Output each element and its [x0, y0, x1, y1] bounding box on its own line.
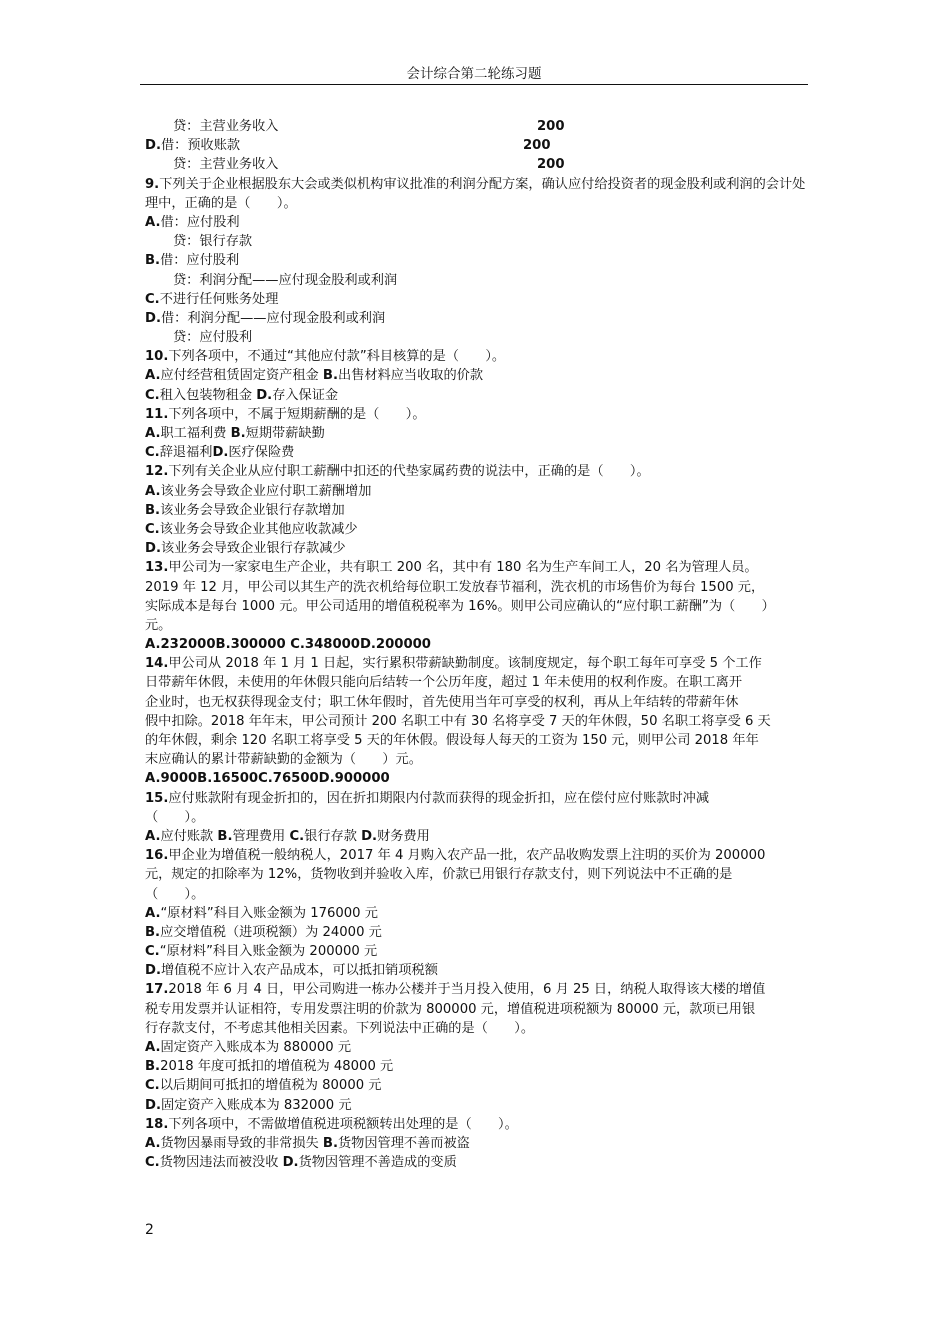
q10-a-label: A.	[145, 368, 161, 384]
q12-d-label: D.	[145, 541, 161, 557]
q9-d-label: D.	[145, 310, 161, 326]
q17-option-a	[145, 1038, 810, 1057]
q11-d-label: D.	[212, 445, 229, 461]
q8-d-debit-text: 借：预收账款	[160, 138, 241, 154]
q18-stem	[145, 1115, 810, 1134]
q17-b-label: B.	[145, 1059, 161, 1075]
q10-a-text: 应付经营租赁固定资产租金	[160, 368, 319, 384]
q9-d-credit-text: 贷：应付股利	[173, 330, 253, 346]
q9-a-label: A.	[145, 214, 161, 230]
q18-a-text: 货物因暴雨导致的非常损失	[160, 1135, 319, 1151]
q12-option-b	[145, 501, 810, 520]
q18-number: 18.	[145, 1116, 169, 1132]
q10-d-text: 存入保证金	[272, 387, 339, 403]
q16-b-label: B.	[145, 924, 161, 940]
q12-c-text: 该业务会导致企业其他应收款减少	[159, 521, 358, 537]
q9-b-label: B.	[145, 253, 161, 269]
q11-d-text: 医疗保险费	[228, 445, 295, 461]
q9-a-debit-text: 借：应付股利	[160, 214, 240, 230]
q13-stem-line-3: 实际成本是每台 1000 元。甲公司适用的增值税税率为 16%。则甲公司应确认的“应付职工薪酬”为（ ）	[145, 598, 775, 614]
q16-number: 16.	[145, 848, 169, 864]
q10-c-text: 租入包装物租金	[159, 387, 253, 403]
q9-c-text: 不进行任何账务处理	[159, 291, 279, 307]
q11-b-text: 短期带薪缺勤	[245, 426, 325, 442]
document-body	[145, 117, 810, 1172]
q14-options: A.9000B.16500C.76500D.900000	[145, 771, 390, 787]
q16-b-text: 应交增值税（进项税额）为 24000 元	[160, 924, 382, 940]
q17-c-label: C.	[145, 1078, 160, 1094]
q9-option-d-debit	[145, 309, 810, 328]
q14-number: 14.	[145, 656, 169, 672]
q8-c-credit-text: 贷：主营业务收入	[173, 119, 279, 134]
q9-number: 9.	[145, 176, 160, 192]
q14-stem-line-5: 的年休假，剩余 120 名职工将享受 5 天的年休假。假设每人每天的工资为 150 元，则甲公司 2018 年年	[145, 733, 759, 749]
q18-options-ab	[145, 1134, 810, 1153]
q12-d-text: 该业务会导致企业银行存款减少	[160, 541, 346, 557]
q13-options: A.232000B.300000 C.348000D.200000	[145, 637, 431, 653]
q10-b-label: B.	[322, 368, 338, 384]
q17-option-b	[145, 1057, 810, 1076]
q11-c-text: 辞退福利	[159, 445, 213, 461]
q17-d-label: D.	[145, 1097, 161, 1113]
q10-options-cd	[145, 386, 810, 405]
q18-a-label: A.	[145, 1135, 161, 1151]
q8-d-credit-line	[145, 155, 810, 174]
q10-b-text: 出售材料应当收取的价款	[337, 368, 484, 384]
q17-b-text: 2018 年度可抵扣的增值税为 48000 元	[160, 1059, 394, 1075]
q18-c-label: C.	[145, 1155, 160, 1171]
q11-stem	[145, 405, 810, 424]
q10-stem-text: 下列各项中，不通过“其他应付款”科目核算的是（ ）。	[168, 349, 506, 365]
q18-d-text: 货物因管理不善造成的变质	[298, 1155, 457, 1171]
q12-c-label: C.	[145, 521, 160, 537]
q17-stem-line-3: 行存款支付，不考虑其他相关因素。下列说法中正确的是（ ）。	[145, 1020, 535, 1036]
q8-c-credit-line	[145, 117, 810, 136]
q9-option-a-credit	[145, 232, 810, 251]
q15-stem-line-1	[145, 789, 810, 808]
q16-c-label: C.	[145, 944, 160, 960]
q16-option-b	[145, 923, 810, 942]
q12-option-a	[145, 482, 810, 501]
q18-options-cd	[145, 1153, 810, 1172]
q15-c-label: C.	[289, 828, 305, 844]
q16-a-label: A.	[145, 905, 161, 921]
q14-stem-line-3: 企业时，也无权获得现金支付；职工休年假时，首先使用当年可享受的权利，再从上年结转的带薪年休	[145, 694, 739, 710]
q15-c-text: 银行存款	[304, 828, 357, 844]
q15-a-text: 应付账款	[160, 828, 214, 844]
q17-stem-text-1: 2018 年 6 月 4 日，甲公司购进一栋办公楼并于当月投入使用，6 月 25 日，纳税人取得该大楼的增值	[168, 982, 766, 998]
q16-stem-line-1	[145, 846, 810, 865]
q16-stem-text-1: 甲企业为增值税一般纳税人，2017 年 4 月购入农产品一批，农产品收购发票上注明的买价为 200000	[168, 848, 766, 864]
q10-d-label: D.	[256, 387, 273, 403]
q17-option-d	[145, 1096, 810, 1115]
q13-number: 13.	[145, 560, 169, 576]
q12-b-label: B.	[145, 502, 161, 518]
q15-number: 15.	[145, 790, 169, 806]
q9-option-c	[145, 290, 810, 309]
q11-options-cd	[145, 443, 810, 462]
q9-d-debit-text: 借：利润分配——应付现金股利或利润	[160, 310, 386, 326]
q9-b-credit-text: 贷：利润分配——应付现金股利或利润	[173, 272, 398, 288]
q8-d-debit-amount: 200	[523, 138, 551, 154]
q16-stem-line-3: （ ）。	[145, 886, 205, 902]
q9-c-label: C.	[145, 291, 160, 307]
q16-d-text: 增值税不应计入农产品成本，可以抵扣销项税额	[160, 963, 438, 979]
q18-b-label: B.	[322, 1135, 338, 1151]
q17-number: 17.	[145, 982, 169, 998]
q8-d-debit-line	[145, 136, 810, 155]
q9-stem-text: 下列关于企业根据股东大会或类似机构审议批准的利润分配方案，确认应付给投资者的现金股利或利润的会计处理中，正确的是（ ）。	[145, 176, 806, 211]
page-header-title: 会计综合第二轮练习题	[406, 66, 542, 82]
q15-stem-text-1: 应付账款附有现金折扣的，因在折扣期限内付款而获得的现金折扣，应在偿付应付账款时冲减	[168, 790, 710, 806]
q16-stem-line-2: 元，规定的扣除率为 12%，货物收到并验收入库，价款已用银行存款支付，则下列说法中不正确的是	[145, 867, 733, 883]
q14-stem-line-4: 假中扣除。2018 年年末，甲公司预计 200 名职工中有 30 名将享受 7 天的年休假，50 名职工将享受 6 天	[145, 713, 771, 729]
q16-option-c	[145, 942, 810, 961]
q12-b-text: 该业务会导致企业银行存款增加	[160, 502, 345, 518]
q14-stem-text-1: 甲公司从 2018 年 1 月 1 日起，实行累积带薪缺勤制度。该制度规定，每个职工每年可享受 5 个工作	[168, 656, 762, 672]
q10-options-ab	[145, 366, 810, 385]
q15-options	[145, 827, 810, 846]
q16-d-label: D.	[145, 963, 161, 979]
q18-d-label: D.	[282, 1155, 299, 1171]
q9-option-b-debit	[145, 251, 810, 270]
q17-c-text: 以后期间可抵扣的增值税为 80000 元	[159, 1078, 382, 1094]
q15-b-text: 管理费用	[232, 828, 286, 844]
page-number: 2	[145, 1222, 154, 1238]
q9-b-debit-text: 借：应付股利	[160, 253, 240, 269]
q13-stem-line-2: 2019 年 12 月，甲公司以其生产的洗衣机给每位职工发放春节福利，洗衣机的市场售价为每台 1500 元，	[145, 579, 765, 595]
q8-d-label: D.	[145, 138, 161, 154]
q9-a-credit-text: 贷：银行存款	[173, 234, 253, 250]
q11-a-label: A.	[145, 426, 161, 442]
q17-d-text: 固定资产入账成本为 832000 元	[160, 1097, 352, 1113]
q8-d-credit-text: 贷：主营业务收入	[173, 157, 279, 173]
q11-a-text: 职工福利费	[160, 426, 227, 442]
q17-a-text: 固定资产入账成本为 880000 元	[160, 1040, 352, 1056]
q12-stem	[145, 462, 810, 481]
q9-stem	[145, 175, 810, 213]
q12-option-d	[145, 539, 810, 558]
q15-d-label: D.	[361, 828, 378, 844]
q18-stem-text: 下列各项中，不需做增值税进项税额转出处理的是（ ）。	[168, 1116, 518, 1132]
q16-c-text: “原材料”科目入账金额为 200000 元	[159, 944, 378, 960]
q8-d-credit-amount: 200	[537, 157, 565, 173]
q17-a-label: A.	[145, 1040, 161, 1056]
q9-option-a-debit	[145, 213, 810, 232]
q12-a-text: 该业务会导致企业应付职工薪酬增加	[160, 483, 372, 499]
q10-c-label: C.	[145, 387, 160, 403]
q15-a-label: A.	[145, 828, 161, 844]
q18-c-text: 货物因违法而被没收	[159, 1155, 279, 1171]
q12-a-label: A.	[145, 483, 161, 499]
q9-option-d-credit	[145, 328, 810, 347]
q14-stem-line-1	[145, 654, 810, 673]
header-rule	[140, 84, 808, 85]
q10-stem	[145, 347, 810, 366]
q16-a-text: “原材料”科目入账金额为 176000 元	[160, 905, 378, 921]
q12-number: 12.	[145, 464, 169, 480]
q13-stem-line-1	[145, 558, 810, 577]
q15-stem-line-2: （ ）。	[145, 809, 205, 825]
q9-option-b-credit	[145, 271, 810, 290]
q8-c-credit-amount: 200	[537, 119, 565, 134]
q11-number: 11.	[145, 406, 169, 422]
q11-b-label: B.	[230, 426, 246, 442]
q13-stem-line-4: 元。	[145, 617, 172, 633]
q14-stem-line-6: 末应确认的累计带薪缺勤的金额为（ ）元。	[145, 752, 422, 768]
q13-stem-text-1: 甲公司为一家家电生产企业，共有职工 200 名，其中有 180 名为生产车间工人，20 名为管理人员。	[168, 560, 758, 576]
q11-stem-text: 下列各项中，不属于短期薪酬的是（ ）。	[168, 406, 426, 422]
q10-number: 10.	[145, 349, 169, 365]
q11-c-label: C.	[145, 445, 160, 461]
q15-b-label: B.	[217, 828, 233, 844]
q17-option-c	[145, 1076, 810, 1095]
q18-b-text: 货物因管理不善而被盗	[337, 1135, 470, 1151]
q17-stem-line-1	[145, 980, 810, 999]
q17-stem-line-2: 税专用发票并认证相符，专用发票注明的价款为 800000 元，增值税进项税额为 80000 元，款项已用银	[145, 1001, 756, 1017]
q16-option-d	[145, 961, 810, 980]
q15-d-text: 财务费用	[377, 828, 430, 844]
q16-option-a	[145, 904, 810, 923]
q11-options-ab	[145, 424, 810, 443]
q12-option-c	[145, 520, 810, 539]
q12-stem-text: 下列有关企业从应付职工薪酬中扣还的代垫家属药费的说法中，正确的是（ ）。	[168, 464, 650, 480]
q14-stem-line-2: 日带薪年休假，未使用的年休假只能向后结转一个公历年度，超过 1 年未使用的权利作废。在职工离开	[145, 675, 743, 691]
